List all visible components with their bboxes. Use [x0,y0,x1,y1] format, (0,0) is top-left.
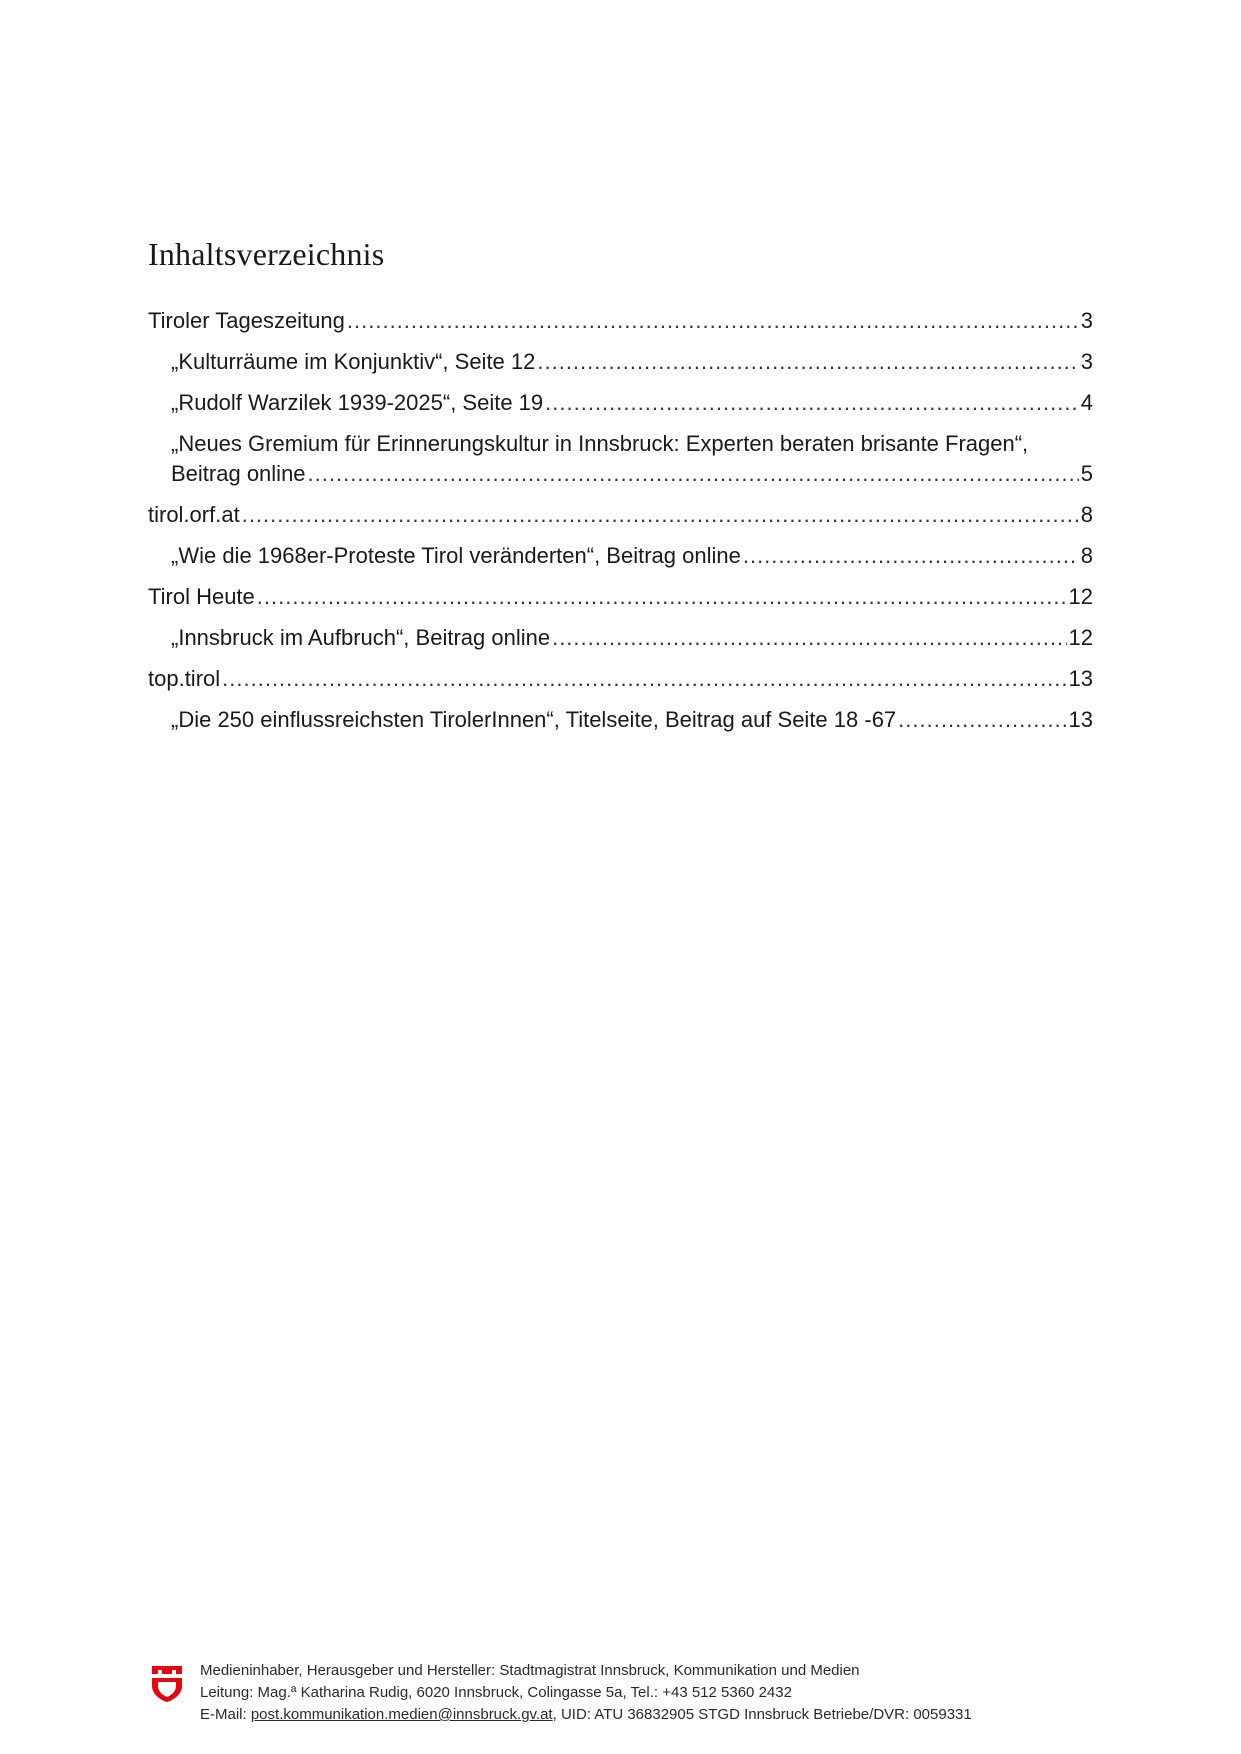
footer-line-3 [200,1704,972,1726]
footer-email-prefix: E-Mail: [200,1706,251,1723]
dot-leader [222,664,1066,694]
toc-entry-label: tirol.orf.at [148,502,240,527]
toc-link[interactable] [171,388,1093,418]
toc-entry-label: „Die 250 einflussreichsten TirolerInnen“, Titelseite, Beitrag auf Seite 18 -67 [171,707,897,732]
toc-entry-top-tirol[interactable] [148,664,1093,694]
toc-entry-label: Beitrag online [171,461,306,486]
toc-entry-kulturraeume[interactable] [171,347,1093,377]
toc-entry-label: „Innsbruck im Aufbruch“, Beitrag online [171,625,551,650]
toc-page-number: 13 [1068,666,1093,691]
dot-leader [743,541,1079,571]
toc-entry-tirol-orf-at[interactable] [148,500,1093,530]
toc-entry-label: „Wie die 1968er-Proteste Tirol veränderten“, Beitrag online [171,543,741,568]
toc-entry-250-einflussreichsten[interactable] [171,705,1093,735]
footer-line-2: Leitung: Mag.ª Katharina Rudig, 6020 Innsbruck, Colingasse 5a, Tel.: +43 512 5360 2432 [200,1684,792,1701]
toc-page-number: 5 [1080,461,1093,486]
toc-link[interactable] [148,582,1093,612]
page-footer [150,1660,1090,1730]
toc-entry-tirol-heute[interactable] [148,582,1093,612]
toc-title: Inhaltsverzeichnis [148,236,385,272]
dot-leader [347,306,1079,336]
dot-leader [257,582,1067,612]
dot-leader [898,705,1066,735]
toc-link[interactable] [171,347,1093,377]
dot-leader [308,459,1079,489]
toc-entry-label: „Kulturräume im Konjunktiv“, Seite 12 [171,349,536,374]
toc-link[interactable] [171,429,1093,489]
toc-link[interactable] [171,623,1093,653]
toc-entry-neues-gremium[interactable] [171,429,1093,489]
toc-page-number: 3 [1080,349,1093,374]
toc-link[interactable] [148,306,1093,336]
toc-page-number: 4 [1080,390,1093,415]
footer-line-3-suffix: , UID: ATU 36832905 STGD Innsbruck Betriebe/DVR: 0059331 [552,1706,972,1723]
footer-email-link[interactable]: post.kommunikation.medien@innsbruck.gv.at [250,1706,553,1723]
toc-entry-label: top.tirol [148,666,221,691]
toc-page-number: 3 [1080,308,1093,333]
dot-leader [545,388,1079,418]
toc-page-number: 12 [1068,584,1093,609]
toc-page-number: 13 [1068,707,1093,732]
toc-entry-1968er-proteste[interactable] [171,541,1093,571]
toc-entry-label: Tiroler Tageszeitung [148,308,345,333]
footer-line-1: Medieninhaber, Herausgeber und Hersteller: Stadtmagistrat Innsbruck, Kommunikation und Medien [200,1662,860,1679]
toc-link[interactable] [171,541,1093,571]
toc-link[interactable] [148,664,1093,694]
toc-entry-label: „Rudolf Warzilek 1939-2025“, Seite 19 [171,390,544,415]
innsbruck-crest-icon [150,1664,184,1704]
toc-page-number: 12 [1068,625,1093,650]
toc-page-number: 8 [1080,502,1093,527]
toc-entry-innsbruck-im-aufbruch[interactable] [171,623,1093,653]
toc-entry-label-line1: „Neues Gremium für Erinnerungskultur in Innsbruck: Experten beraten brisante Fragen“, [171,431,1029,456]
toc-entry-warzilek[interactable] [171,388,1093,418]
toc-page-number: 8 [1080,543,1093,568]
dot-leader [552,623,1066,653]
dot-leader [537,347,1078,377]
toc-link[interactable] [171,705,1093,735]
toc-entry-tiroler-tageszeitung[interactable] [148,306,1093,336]
footer-imprint [200,1660,972,1726]
toc-entry-label: Tirol Heute [148,584,255,609]
dot-leader [242,500,1079,530]
table-of-contents [148,306,1093,746]
toc-link[interactable] [148,500,1093,530]
